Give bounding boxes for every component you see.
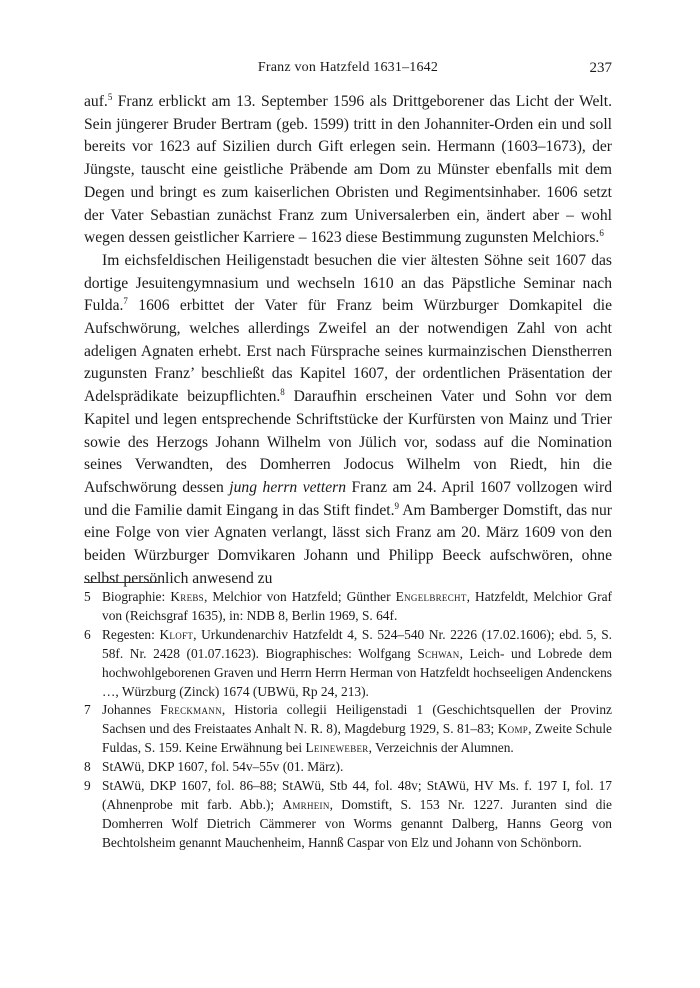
- footnotes: [84, 588, 612, 853]
- page-header: [84, 60, 612, 82]
- footnote-text: [102, 701, 612, 758]
- text-run: StAWü, DKP 1607, fol. 86–88; StAWü, Stb 44, fol. 48v; StAWü, HV Ms. f. 197 I, fol. 17 (Ahnenprobe mit farb. Abb.);: [102, 778, 612, 812]
- text-run: Daraufhin erscheinen Vater und Sohn vor dem Kapitel und legen entsprechende Schriftstücke der Kurfürsten von Mainz und Trier sowie des Herzogs Johann Wilhelm von Jülich vor, sodass auf die Nomination seines Verwandten, des Domherren Jodocus Wilhelm von Riedt, hin die Aufschwörung dessen: [84, 388, 612, 496]
- paragraph-2: [84, 250, 612, 591]
- footnote-ref-8: 8: [280, 387, 285, 398]
- author-name: Kloft: [159, 626, 194, 642]
- footnote-text: [102, 626, 612, 702]
- author-name: Schwan: [417, 645, 460, 661]
- footnote-9: [84, 777, 612, 853]
- footnote-text: StAWü, DKP 1607, fol. 54v–55v (01. März).: [102, 759, 344, 775]
- footnote-number: 6: [84, 626, 91, 642]
- text-run: , Leich- und Lobrede dem hochwohlgeborenen Graven und Herrn Herrn Herman von Hatzfeldt hochseeligen Andenckens …, Würzburg (Zinck) 1674 (UBWü, Rp 24, 213).: [102, 645, 612, 699]
- text-run: auf.: [84, 93, 108, 110]
- text-run: Johannes: [102, 702, 161, 718]
- text-run: Am Bamberger Domstift, das nur eine Folge von vier Agnaten verlangt, lässt sich Franz am 20. März 1609 von den beiden Würzburger Domvikaren Johann und Philipp Beeck aufschwören, ohne selbst persönlich anwesend zu: [84, 501, 612, 587]
- footnote-7: [84, 701, 612, 758]
- footnote-8: [84, 758, 612, 777]
- italic-quote: jung herrn vettern: [229, 478, 347, 496]
- text-run: , Zweite Schule Fuldas, S. 159. Keine Erwähnung bei: [102, 721, 612, 756]
- author-name: Engelbrecht: [395, 589, 467, 604]
- page-number: 237: [589, 60, 612, 76]
- text-run: Im eichsfeldischen Heiligenstadt besuchen die vier ältesten Söhne seit 1607 das dortige Jesuitengymnasium und wechseln 1610 an das Päpstliche Seminar nach Fulda.: [84, 251, 612, 315]
- footnote-number: 5: [84, 589, 91, 604]
- text-run: 1606 erbittet der Vater für Franz beim Würzburger Domkapitel die Aufschwörung, welches allerdings Zweifel an der notwendigen Zahl von acht adeligen Agnaten erhebt. Erst nach Fürsprache seines kurmainzischen Dienstherren zugunsten Franz’ beschließt das Kapitel 1607, der ordentlichen Präsentation der Adelsprädikate beizupflichten.: [84, 297, 612, 406]
- text-run: Franz am 24. April 1607 vollzogen wird und die Familie damit Eingang in das Stift findet.: [84, 478, 613, 519]
- author-name: Amrhein: [282, 796, 330, 812]
- text-run: Biographie:: [102, 589, 171, 604]
- text-run: , Domstift, S. 153 Nr. 1227. Juranten sind die Domherren Wolf Dietrich Cämmerer von Worms genannt Dalberg, Hanns Georg von Bechtolsheim genannt Mauchenheim, Hannß Caspar von Elz und Johann von Schönborn.: [102, 796, 612, 850]
- footnote-6: [84, 626, 612, 702]
- running-title: Franz von Hatzfeld 1631–1642: [257, 60, 439, 75]
- text-run: , Melchior von Hatzfeld; Günther: [204, 589, 396, 604]
- footnote-ref-9: 9: [394, 500, 399, 511]
- author-name: Komp: [497, 721, 529, 737]
- text-run: , Historia collegii Heiligenstadi 1 (Geschichtsquellen der Provinz Sachsen und des Freistaates Anhalt N. R. 8), Magdeburg 1929, S. 81–83;: [102, 702, 612, 737]
- text-run: , Urkundenarchiv Hatzfeldt 4, S. 524–540 Nr. 2226 (17.02.1606); ebd. 5, S. 58f. Nr. 2428 (01.07.1623). Biographisches: Wolfgang: [102, 626, 612, 661]
- body-text: [84, 91, 612, 590]
- text-run: , Verzeichnis der Alumnen.: [368, 740, 514, 756]
- author-name: Krebs: [170, 589, 204, 604]
- footnote-ref-5: 5: [107, 92, 113, 102]
- footnote-number: 9: [84, 778, 91, 794]
- footnote-rule: [84, 582, 160, 583]
- footnote-ref-7: 7: [123, 296, 128, 307]
- footnote-number: 7: [84, 702, 91, 718]
- footnote-ref-6: 6: [599, 228, 604, 239]
- text-run: , Hatzfeldt, Melchior Graf von (Reichsgraf 1635), in: NDB 8, Berlin 1969, S. 64f.: [102, 589, 613, 623]
- text-run: Franz erblickt am 13. September 1596 als Drittgeborener das Licht der Welt. Sein jüngerer Bruder Bertram (geb. 1599) tritt in den Johanniter-Orden ein und soll bereits vor 1623 auf Sizilien durch Gift erlegen sein. Hermann (1603–1673), der Jüngste, tauscht eine geistliche Präbende am Dom zu Münster ebenfalls mit dem Degen und bringt es zum kaiserlichen Obristen und Regimentsinhaber. 1606 setzt der Vater Sebastian zunächst Franz zum Universalerben ein, ändert aber – wohl wegen dessen geistlicher Karriere – 1623 diese Bestimmung zugunsten Melchiors.: [84, 93, 612, 247]
- author-name: Freckmann: [160, 702, 222, 718]
- footnote-number: 8: [84, 759, 91, 775]
- footnote-text: [102, 588, 612, 626]
- text-run: Regesten:: [102, 626, 160, 642]
- author-name: Leineweber: [305, 740, 369, 756]
- footnote-5: [84, 588, 612, 626]
- paragraph-1: [84, 91, 612, 250]
- footnote-text: [102, 777, 612, 853]
